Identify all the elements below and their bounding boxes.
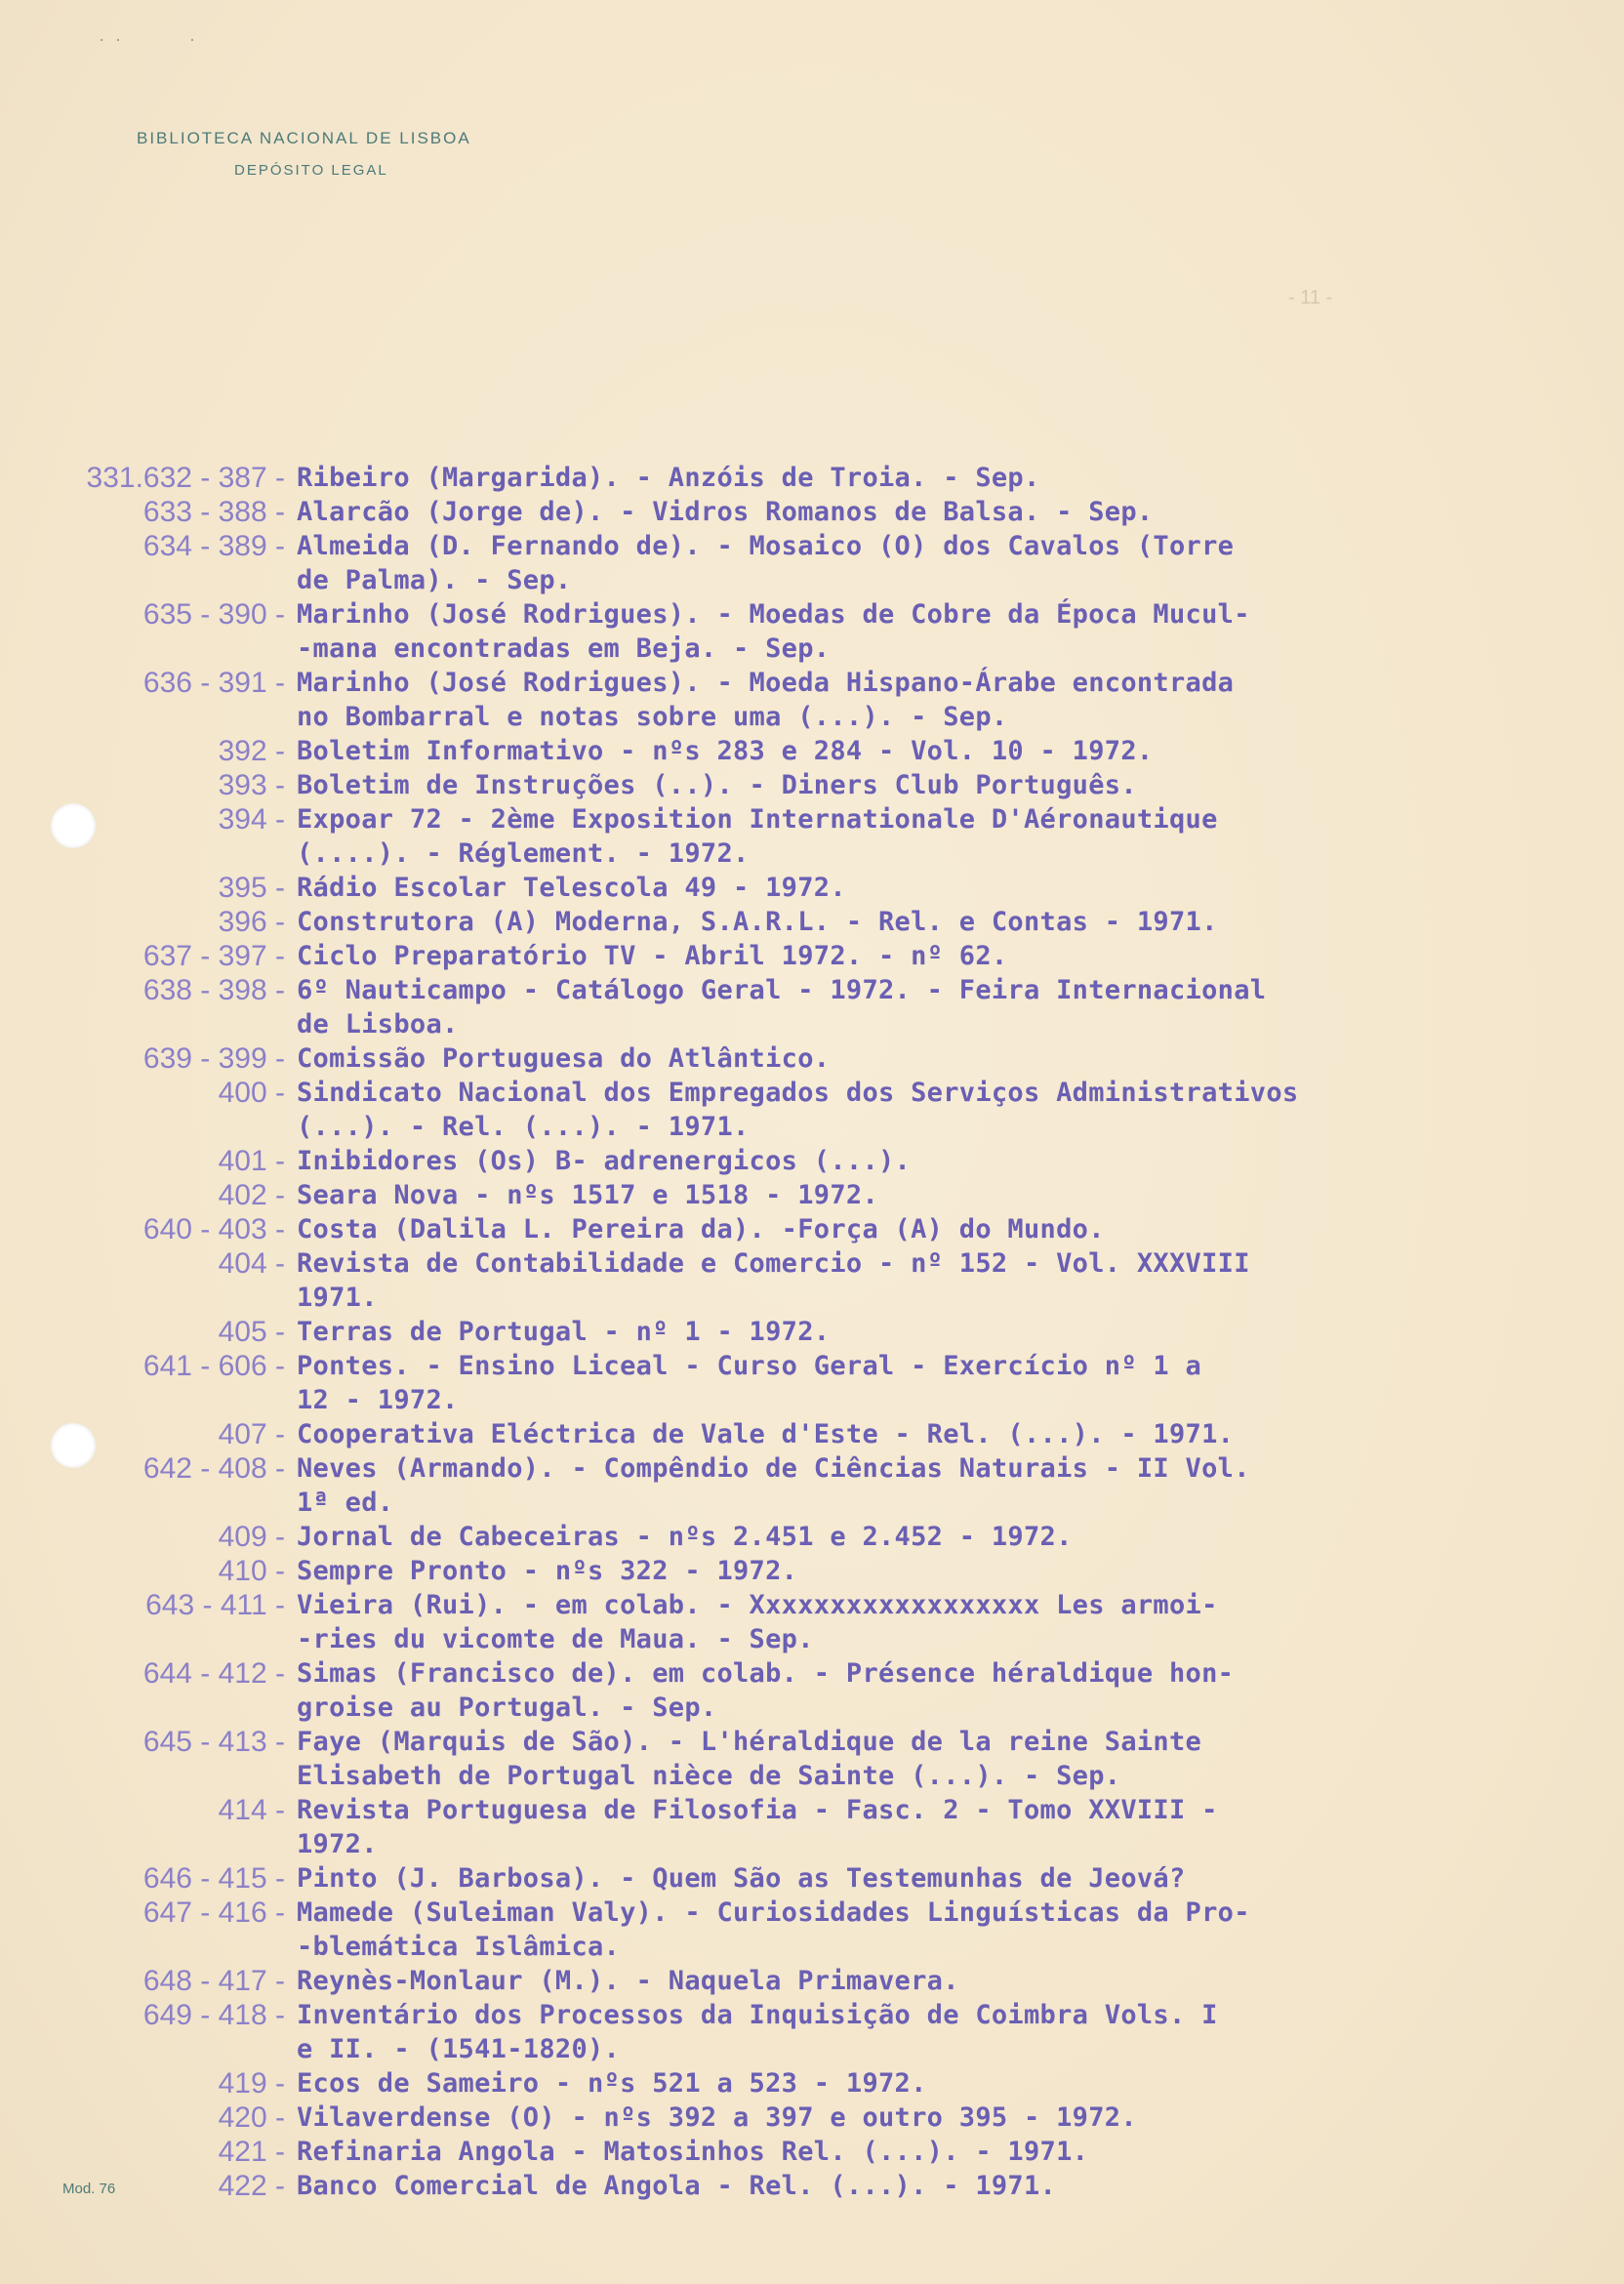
entry-number: 394 - <box>218 803 285 836</box>
entry-description-line: Jornal de Cabeceiras - nºs 2.451 e 2.452 - 1972. <box>297 1522 1073 1552</box>
entry-number: 640 - 403 - <box>142 1213 285 1245</box>
register-entry <box>0 461 1624 495</box>
entry-description-line: Sindicato Nacional dos Empregados dos Serviços Administrativos <box>297 1078 1299 1108</box>
entry-description-line: no Bombarral e notas sobre uma (...). - Sep. <box>297 702 1008 732</box>
register-entry <box>0 1554 1624 1588</box>
register-entry <box>0 1417 1624 1451</box>
entry-description-line: Elisabeth de Portugal nièce de Sainte (...). - Sep. <box>297 1761 1121 1791</box>
entry-description-line: Ciclo Preparatório TV - Abril 1972. - nº 62. <box>297 941 1008 971</box>
register-entry <box>0 1588 1624 1656</box>
entry-description-line: Inventário dos Processos da Inquisição de Coimbra Vols. I <box>297 2000 1218 2030</box>
entry-description-line: Cooperativa Eléctrica de Vale d'Este - Rel. (...). - 1971. <box>297 1419 1235 1449</box>
entry-description <box>285 666 1497 734</box>
entry-number: 396 - <box>218 906 285 938</box>
entry-description-line: (....). - Réglement. - 1972. <box>297 838 750 869</box>
register-entry <box>0 939 1624 973</box>
entry-description <box>285 905 1497 939</box>
entry-number: 405 - <box>218 1316 285 1348</box>
entry-description-line: de Palma). - Sep. <box>297 565 572 595</box>
register-entry <box>0 1212 1624 1246</box>
entry-number: 634 - 389 - <box>142 530 285 562</box>
register-entry <box>0 1315 1624 1349</box>
entry-description <box>285 2066 1497 2100</box>
entry-description <box>285 973 1497 1041</box>
entry-number: 420 - <box>218 2101 285 2134</box>
entry-description-line: (...). - Rel. (...). - 1971. <box>297 1112 750 1142</box>
entry-description <box>285 1041 1497 1076</box>
entry-description <box>285 1178 1497 1212</box>
entry-description-line: groise au Portugal. - Sep. <box>297 1693 717 1723</box>
entry-description <box>285 1520 1497 1554</box>
register-entry <box>0 768 1624 802</box>
entry-description-line: Boletim Informativo - nºs 283 e 284 - Vol. 10 - 1972. <box>297 736 1154 766</box>
register-entry <box>0 2135 1624 2169</box>
register-entry <box>0 1964 1624 1998</box>
entry-description <box>285 597 1497 666</box>
entry-number: 647 - 416 - <box>142 1897 285 1929</box>
entry-description <box>285 529 1497 597</box>
register-entry <box>0 1896 1624 1964</box>
register-entry <box>0 871 1624 905</box>
entry-number: 414 - <box>218 1794 285 1826</box>
entry-description <box>285 1451 1497 1520</box>
entry-description-line: -blemática Islâmica. <box>297 1932 621 1962</box>
entry-number: 404 - <box>218 1247 285 1280</box>
entry-description-line: Inibidores (Os) B- adrenergicos (...). <box>297 1146 912 1176</box>
register-entry <box>0 2100 1624 2135</box>
entry-number: 409 - <box>218 1521 285 1553</box>
entry-description <box>285 1554 1497 1588</box>
entry-description-line: Rádio Escolar Telescola 49 - 1972. <box>297 873 846 903</box>
entry-description-line: 1ª ed. <box>297 1488 394 1518</box>
entry-number: 642 - 408 - <box>142 1452 285 1485</box>
entry-description-line: -mana encontradas em Beja. - Sep. <box>297 633 831 664</box>
page-number: - 11 - <box>1288 287 1333 308</box>
entry-description-line: e II. - (1541-1820). <box>297 2034 621 2064</box>
entry-number: 331.632 - 387 - <box>86 462 285 494</box>
entry-description <box>285 871 1497 905</box>
entry-number: 644 - 412 - <box>142 1657 285 1690</box>
entry-number: 401 - <box>218 1145 285 1177</box>
entry-description-line: -ries du vicomte de Maua. - Sep. <box>297 1624 814 1654</box>
entry-number: 646 - 415 - <box>142 1862 285 1895</box>
entry-description-line: de Lisboa. <box>297 1009 459 1040</box>
register-entry <box>0 2169 1624 2203</box>
entry-description-line: 6º Nauticampo - Catálogo Geral - 1972. - Feira Internacional <box>297 975 1267 1005</box>
entry-description-line: Simas (Francisco de). em colab. - Présence héraldique hon- <box>297 1658 1235 1689</box>
entry-number: 637 - 397 - <box>142 940 285 972</box>
entry-number: 421 - <box>218 2136 285 2168</box>
letterhead <box>137 129 471 179</box>
register-entry <box>0 1520 1624 1554</box>
entry-description <box>285 2100 1497 2135</box>
register-entry <box>0 1725 1624 1793</box>
entry-number: 422 - <box>218 2170 285 2202</box>
entry-description-line: Ecos de Sameiro - nºs 521 a 523 - 1972. <box>297 2068 927 2099</box>
entry-description <box>285 1417 1497 1451</box>
register-entry <box>0 802 1624 871</box>
entry-description <box>285 1656 1497 1725</box>
deposit-register-list <box>0 461 1624 2203</box>
entry-description-line: Vieira (Rui). - em colab. - Xxxxxxxxxxxxxxxxxx Les armoi- <box>297 1590 1218 1620</box>
entry-description <box>285 768 1497 802</box>
entry-description-line: Alarcão (Jorge de). - Vidros Romanos de Balsa. - Sep. <box>297 497 1154 527</box>
entry-description <box>285 461 1497 495</box>
register-entry <box>0 1451 1624 1520</box>
entry-description-line: Comissão Portuguesa do Atlântico. <box>297 1043 831 1074</box>
entry-number: 393 - <box>218 769 285 801</box>
register-entry <box>0 597 1624 666</box>
entry-description-line: Faye (Marquis de São). - L'héraldique de la reine Sainte <box>297 1727 1202 1757</box>
entry-description-line: Neves (Armando). - Compêndio de Ciências Naturais - II Vol. <box>297 1453 1250 1484</box>
entry-description <box>285 802 1497 871</box>
register-entry <box>0 905 1624 939</box>
page-speckle: · · · <box>98 33 197 49</box>
entry-description-line: Construtora (A) Moderna, S.A.R.L. - Rel. e Contas - 1971. <box>297 907 1218 937</box>
register-entry <box>0 1041 1624 1076</box>
entry-description-line: Reynès-Monlaur (M.). - Naquela Primavera. <box>297 1966 959 1996</box>
entry-description-line: Expoar 72 - 2ème Exposition Internationale D'Aéronautique <box>297 804 1218 835</box>
entry-description <box>285 734 1497 768</box>
entry-description <box>285 1588 1497 1656</box>
entry-description-line: Banco Comercial de Angola - Rel. (...). - 1971. <box>297 2171 1057 2201</box>
entry-description <box>285 1076 1497 1144</box>
entry-number: 400 - <box>218 1077 285 1109</box>
register-entry <box>0 1793 1624 1861</box>
entry-description-line: Seara Nova - nºs 1517 e 1518 - 1972. <box>297 1180 878 1210</box>
entry-description-line: Marinho (José Rodrigues). - Moedas de Cobre da Época Mucul- <box>297 599 1250 630</box>
entry-number: 648 - 417 - <box>142 1965 285 1997</box>
entry-description-line: Marinho (José Rodrigues). - Moeda Hispano-Árabe encontrada <box>297 668 1235 698</box>
entry-description-line: Revista Portuguesa de Filosofia - Fasc. 2 - Tomo XXVIII - <box>297 1795 1218 1825</box>
entry-description-line: Vilaverdense (O) - nºs 392 a 397 e outro 395 - 1972. <box>297 2102 1137 2133</box>
entry-number: 633 - 388 - <box>142 496 285 528</box>
register-entry <box>0 1349 1624 1417</box>
entry-number: 638 - 398 - <box>142 974 285 1006</box>
entry-number: 392 - <box>218 735 285 767</box>
entry-description <box>285 2135 1497 2169</box>
register-entry <box>0 2066 1624 2100</box>
entry-number: 419 - <box>218 2067 285 2100</box>
entry-number: 407 - <box>218 1418 285 1450</box>
entry-number: 643 - 411 - <box>145 1589 285 1621</box>
entry-number: 641 - 606 - <box>142 1350 285 1382</box>
entry-description-line: 1971. <box>297 1283 378 1313</box>
entry-number: 636 - 391 - <box>142 667 285 699</box>
entry-description <box>285 1212 1497 1246</box>
entry-number: 649 - 418 - <box>142 1999 285 2031</box>
entry-number: 635 - 390 - <box>142 598 285 631</box>
entry-description <box>285 1246 1497 1315</box>
entry-number: 402 - <box>218 1179 285 1211</box>
register-entry <box>0 495 1624 529</box>
register-entry <box>0 734 1624 768</box>
entry-description-line: Pontes. - Ensino Liceal - Curso Geral - Exercício nº 1 a <box>297 1351 1202 1381</box>
entry-description <box>285 1315 1497 1349</box>
entry-number: 395 - <box>218 872 285 904</box>
entry-description <box>285 1964 1497 1998</box>
entry-description-line: Pinto (J. Barbosa). - Quem São as Testemunhas de Jeová? <box>297 1863 1186 1894</box>
entry-description <box>285 939 1497 973</box>
entry-description-line: Revista de Contabilidade e Comercio - nº 152 - Vol. XXXVIII <box>297 1248 1250 1279</box>
entry-description-line: 1972. <box>297 1829 378 1859</box>
entry-description <box>285 1793 1497 1861</box>
entry-description <box>285 1349 1497 1417</box>
entry-description-line: Mamede (Suleiman Valy). - Curiosidades Linguísticas da Pro- <box>297 1897 1250 1928</box>
entry-description <box>285 2169 1497 2203</box>
register-entry <box>0 529 1624 597</box>
entry-description <box>285 1896 1497 1964</box>
register-entry <box>0 1861 1624 1896</box>
entry-number: 645 - 413 - <box>142 1726 285 1758</box>
entry-description <box>285 1998 1497 2066</box>
register-entry <box>0 1246 1624 1315</box>
entry-description-line: Costa (Dalila L. Pereira da). -Força (A) do Mundo. <box>297 1214 1105 1244</box>
register-entry <box>0 1076 1624 1144</box>
form-number: Mod. 76 <box>62 2181 116 2197</box>
register-entry <box>0 1144 1624 1178</box>
entry-description-line: Sempre Pronto - nºs 322 - 1972. <box>297 1556 798 1586</box>
department-name: DEPÓSITO LEGAL <box>234 162 388 179</box>
entry-number: 410 - <box>218 1555 285 1587</box>
register-entry <box>0 666 1624 734</box>
entry-description-line: Terras de Portugal - nº 1 - 1972. <box>297 1317 831 1347</box>
register-entry <box>0 1656 1624 1725</box>
entry-description-line: Boletim de Instruções (..). - Diners Club Português. <box>297 770 1137 800</box>
entry-description <box>285 1144 1497 1178</box>
register-entry <box>0 1178 1624 1212</box>
register-entry <box>0 973 1624 1041</box>
institution-name: BIBLIOTECA NACIONAL DE LISBOA <box>137 129 471 147</box>
entry-description <box>285 1725 1497 1793</box>
register-entry <box>0 1998 1624 2066</box>
entry-description <box>285 495 1497 529</box>
entry-description-line: Refinaria Angola - Matosinhos Rel. (...). - 1971. <box>297 2137 1089 2167</box>
entry-description <box>285 1861 1497 1896</box>
entry-description-line: 12 - 1972. <box>297 1385 459 1415</box>
entry-number: 639 - 399 - <box>142 1042 285 1075</box>
entry-description-line: Ribeiro (Margarida). - Anzóis de Troia. - Sep. <box>297 463 1040 493</box>
entry-description-line: Almeida (D. Fernando de). - Mosaico (O) dos Cavalos (Torre <box>297 531 1235 561</box>
